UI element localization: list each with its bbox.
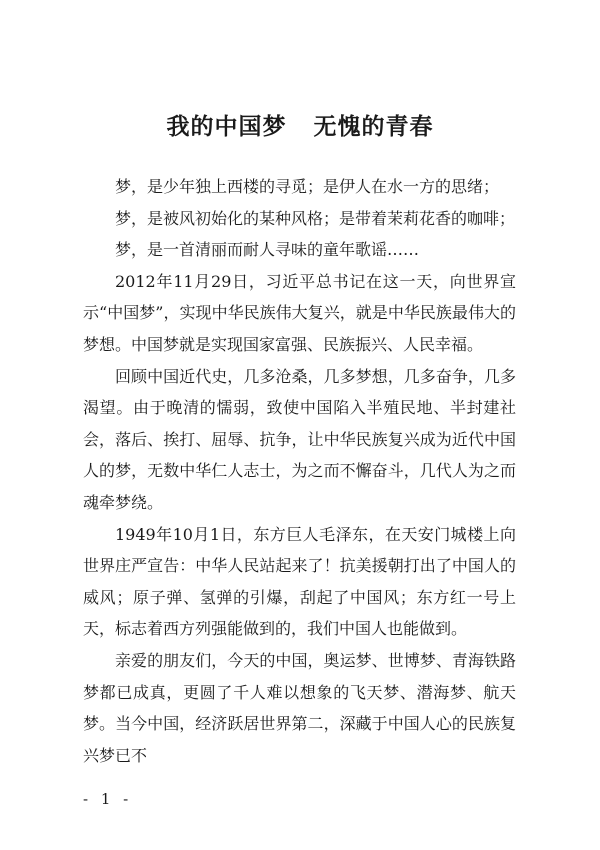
document-title: 我的中国梦 无愧的青春 (166, 114, 434, 140)
paragraph: 梦，是少年独上西楼的寻觅；是伊人在水一方的思绪； (115, 177, 500, 196)
paragraph: 梦，是被风初始化的某种风格；是带着茉莉花香的咖啡； (115, 208, 516, 228)
paragraph: 1949年10月1日，东方巨人毛泽东，在天安门城楼上向世界庄严宣告：中华人民站起来了！抗美援朝打出了中国人的威风；原子弹、氢弹的引爆，刮起了中国风；东方红一号上天，标志着西方列强能做到的，我们中国人也能做到。 (83, 524, 516, 639)
paragraph: 2012年11月29日，习近平总书记在这一天，向世界宣示“中国梦”，实现中华民族伟大复兴，就是中华民族最伟大的梦想。中国梦就是实现国家富强、民族振兴、人民幸福。 (83, 271, 516, 354)
paragraph: 梦，是一首清丽而耐人寻味的童年歌谣…… (115, 240, 420, 260)
paragraph: 亲爱的朋友们，今天的中国，奥运梦、世博梦、青海铁路梦都已成真，更圆了千人难以想象的飞天梦、潜海梦、航天梦。当今中国，经济跃居世界第二，深藏于中国人心的民族复兴梦已不 (83, 650, 516, 765)
paragraph: 回顾中国近代史，几多沧桑，几多梦想，几多奋争，几多渴望。由于晚清的懦弱，致使中国陷入半殖民地、半封建社会，落后、挨打、屈辱、抗争，让中华民族复兴成为近代中国人的梦，无数中华仁人志士，为之而不懈奋斗，几代人为之而魂牵梦绕。 (83, 366, 516, 512)
page-number: - 1 - (83, 790, 133, 808)
document-body (83, 171, 516, 771)
